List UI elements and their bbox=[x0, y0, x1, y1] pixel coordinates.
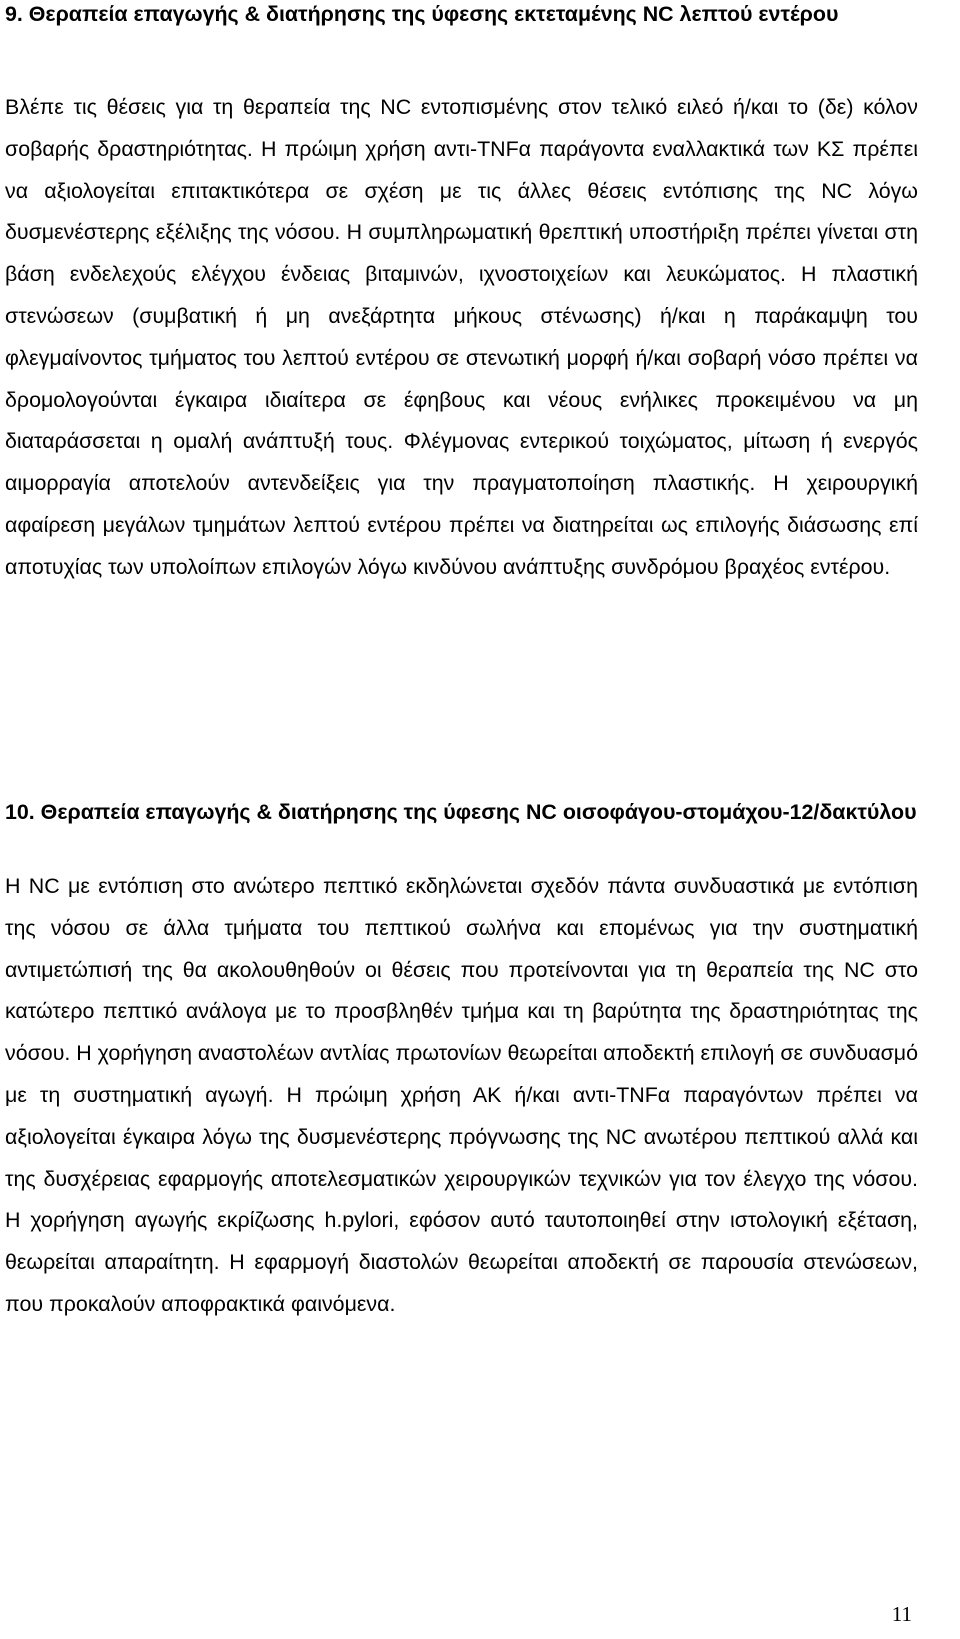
section-9-paragraph: Βλέπε τις θέσεις για τη θεραπεία της NC εντοπισμένης στον τελικό ειλεό ή/και το (δε) κόλον σοβαρής δραστηριότητας. Η πρώιμη χρήση αντι-TNFα παράγοντα εναλλακτικά των ΚΣ πρέπει να αξιολογείται επιτακτικότερα σε σχέση με τις άλλες θέσεις εντόπισης της NC λόγω δυσμενέστερης εξέλιξης της νόσου. Η συμπληρωματική θρεπτική υποστήριξη πρέπει γίνεται στη βάση ενδελεχούς ελέγχου ένδειας βιταμινών, ιχνοστοιχείων και λευκώματος. Η πλαστική στενώσεων (συμβατική ή μη ανεξάρτητα μήκους στένωσης) ή/και η παράκαμψη του φλεγμαίνοντος τμήματος του λεπτού εντέρου σε στενωτική μορφή ή/και σοβαρή νόσο πρέπει να δρομολογούνται έγκαιρα ιδιαίτερα σε έφηβους και νέους ενήλικες προκειμένου να μη διαταράσσεται η ομαλή ανάπτυξή τους. Φλέγμονας εντερικού τοιχώματος, μίτωση ή ενεργός αιμορραγία αποτελούν αντενδείξεις για την πραγματοποίηση πλαστικής. Η χειρουργική αφαίρεση μεγάλων τμημάτων λεπτού εντέρου πρέπει να διατηρείται ως επιλογής διάσωσης επί αποτυχίας των υπολοίπων επιλογών λόγω κινδύνου ανάπτυξης συνδρόμου βραχέος εντέρου. bbox=[5, 95, 918, 579]
section-9-heading: 9. Θεραπεία επαγωγής & διατήρησης της ύφεσης εκτεταμένης NC λεπτού εντέρου bbox=[5, 2, 839, 26]
page-number: 11 bbox=[891, 1602, 912, 1626]
section-10-paragraph: Η NC με εντόπιση στο ανώτερο πεπτικό εκδηλώνεται σχεδόν πάντα συνδυαστικά με εντόπιση της νόσου σε άλλα τμήματα του πεπτικού σωλήνα και επομένως για την συστηματική αντιμετώπισή της θα ακολουθηθούν οι θέσεις που προτείνονται για τη θεραπεία της NC στο κατώτερο πεπτικό ανάλογα με το προσβληθέν τμήμα και τη βαρύτητα της δραστηριότητας της νόσου. Η χορήγηση αναστολέων αντλίας πρωτονίων θεωρείται αποδεκτή επιλογή σε συνδυασμό με τη συστηματική αγωγή. Η πρώιμη χρήση ΑΚ ή/και αντι-TNFα παραγόντων πρέπει να αξιολογείται έγκαιρα λόγω της δυσμενέστερης πρόγνωσης της NC ανωτέρου πεπτικού αλλά και της δυσχέρειας εφαρμογής αποτελεσματικών χειρουργικών τεχνικών για τον έλεγχο της νόσου. Η χορήγηση αγωγής εκρίζωσης h.pylori, εφόσον αυτό ταυτοποιηθεί στην ιστολογική εξέταση, θεωρείται απαραίτητη. Η εφαρμογή διαστολών θεωρείται αποδεκτή σε παρουσία στενώσεων, που προκαλούν αποφρακτικά φαινόμενα. bbox=[5, 874, 918, 1316]
section-10-heading: 10. Θεραπεία επαγωγής & διατήρησης της ύφεσης NC οισοφάγου-στομάχου-12/δακτύλου bbox=[5, 800, 917, 824]
document-page bbox=[5, 0, 918, 1316]
